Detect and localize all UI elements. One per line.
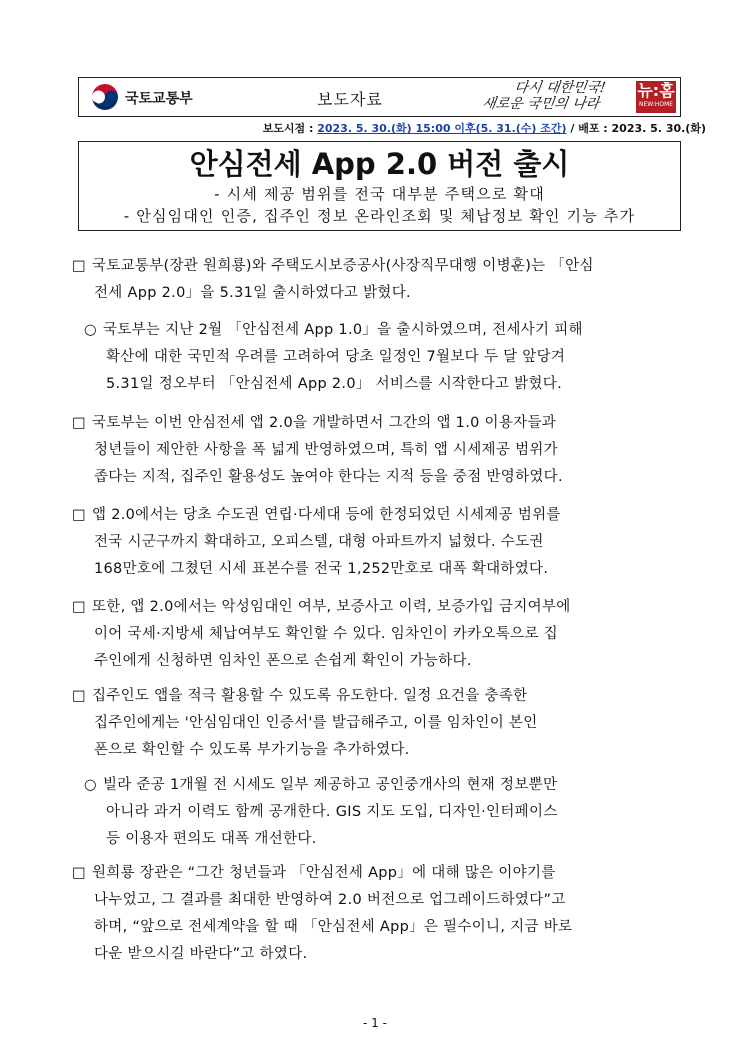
paragraph-3 [72,502,684,583]
badge-main: 뉴:홈 [637,81,675,100]
release-info [263,120,706,136]
ministry-name: 국토교통부 [125,91,193,107]
paragraph-4 [72,594,684,675]
release-label: 보도시점 : [262,122,318,135]
circle-bullet: ○ [84,777,97,793]
p6-line-4: 다운 받으시길 바란다”고 하였다. [94,946,308,962]
p5-line-2: 집주인에게는 '안심임대인 인증서'를 발급해주고, 이를 임차인이 본인 [94,715,538,731]
circle-bullet: ○ [84,322,97,338]
government-logo-icon [91,83,119,111]
p1a-line-1: 국토부는 지난 2월 「안심전세 App 1.0」을 출시하였으며, 전세사기 피해 [102,322,583,338]
p5-line-3: 폰으로 확인할 수 있도록 부가기능을 추가하였다. [94,742,410,758]
square-bullet: □ [72,258,86,274]
p3-line-3: 168만호에 그쳤던 시세 표본수를 전국 1,252만호로 대폭 확대하였다. [94,561,549,577]
p6-line-1: 원희룡 장관은 “그간 청년들과 「안심전세 App」에 대해 많은 이야기를 [92,865,556,881]
p5a-line-2: 아니라 과거 이력도 함께 공개한다. GIS 지도 도입, 디자인·인터페이스 [106,804,558,820]
p6-line-3: 하며, “앞으로 전세계약을 할 때 「안심전세 App」은 필수이니, 지금 바로 [94,919,573,935]
p3-line-1: 앱 2.0에서는 당초 수도권 연립·다세대 등에 한정되었던 시세제공 범위를 [92,507,561,523]
p2-line-3: 좁다는 지적, 집주인 활용성도 높여야 한다는 지적 등을 중점 반영하였다. [94,469,563,485]
slogan [476,80,621,116]
press-release-label: 보도자료 [317,90,383,109]
slogan-line-2: 새로운 국민의 나라 [481,96,601,112]
p1-line-2: 전세 App 2.0」을 5.31일 출시하였다고 밝혔다. [94,285,411,301]
p1a-line-3: 5.31일 정오부터 「안심전세 App 2.0」 서비스를 시작한다고 밝혔다. [106,376,562,392]
new-home-badge [636,81,676,113]
badge-sub: NEW:HOME [638,101,674,108]
square-bullet: □ [72,415,86,431]
p5-line-1: 집주인도 앱을 적극 활용할 수 있도록 유도한다. 일정 요건을 충족한 [92,688,528,704]
paragraph-2 [72,410,684,491]
p5a-line-1: 빌라 준공 1개월 전 시세도 일부 제공하고 공인중개사의 현재 정보뿐만 [102,777,558,793]
p4-line-1: 또한, 앱 2.0에서는 악성임대인 여부, 보증사고 이력, 보증가입 금지여부에 [92,599,571,615]
p6-line-2: 나누었고, 그 결과를 최대한 반영하여 2.0 버전으로 업그레이드하였다”고 [94,892,566,908]
square-bullet: □ [72,507,86,523]
header-box [78,77,681,117]
p2-line-1: 국토부는 이번 안심전세 앱 2.0을 개발하면서 그간의 앱 1.0 이용자들과 [92,415,557,431]
square-bullet: □ [72,688,86,704]
main-title: 안심전세 App 2.0 버전 출시 [189,147,570,181]
slogan-line-1: 다시 대한민국! [513,80,607,96]
p2-line-2: 청년들이 제안한 사항을 폭 넓게 반영하였으며, 특히 앱 시세제공 범위가 [94,442,558,458]
title-box [78,141,681,231]
square-bullet: □ [72,599,86,615]
paragraph-1-sub [84,317,684,398]
p1a-line-2: 확산에 대한 국민적 우려를 고려하여 당초 일정인 7월보다 두 달 앞당겨 [106,349,566,365]
p1-line-1: 국토교통부(장관 원희룡)와 주택도시보증공사(사장직무대행 이병훈)는 「안심 [92,258,594,274]
p3-line-2: 전국 시군구까지 확대하고, 오피스텔, 대형 아파트까지 넓혔다. 수도권 [94,534,544,550]
page-number: - 1 - [363,1016,387,1030]
subtitle-2: - 안심임대인 인증, 집주인 정보 온라인조회 및 체납정보 확인 기능 추가 [123,207,636,225]
p5a-line-3: 등 이용자 편의도 대폭 개선한다. [106,831,317,847]
subtitle-1: - 시세 제공 범위를 전국 대부분 주택으로 확대 [214,185,545,203]
distribution-date: / 배포 : 2023. 5. 30.(화) [566,122,706,135]
square-bullet: □ [72,865,86,881]
paragraph-5 [72,683,684,764]
paragraph-5-sub [84,772,684,853]
p4-line-2: 이어 국세·지방세 체납여부도 확인할 수 있다. 임차인이 카카오톡으로 집 [94,626,558,642]
p4-line-3: 주인에게 신청하면 임차인 폰으로 손쉽게 확인이 가능하다. [94,653,472,669]
paragraph-6 [72,860,684,968]
paragraph-1 [72,253,684,307]
release-time: 2023. 5. 30.(화) 15:00 이후(5. 31.(수) 조간) [317,122,567,135]
